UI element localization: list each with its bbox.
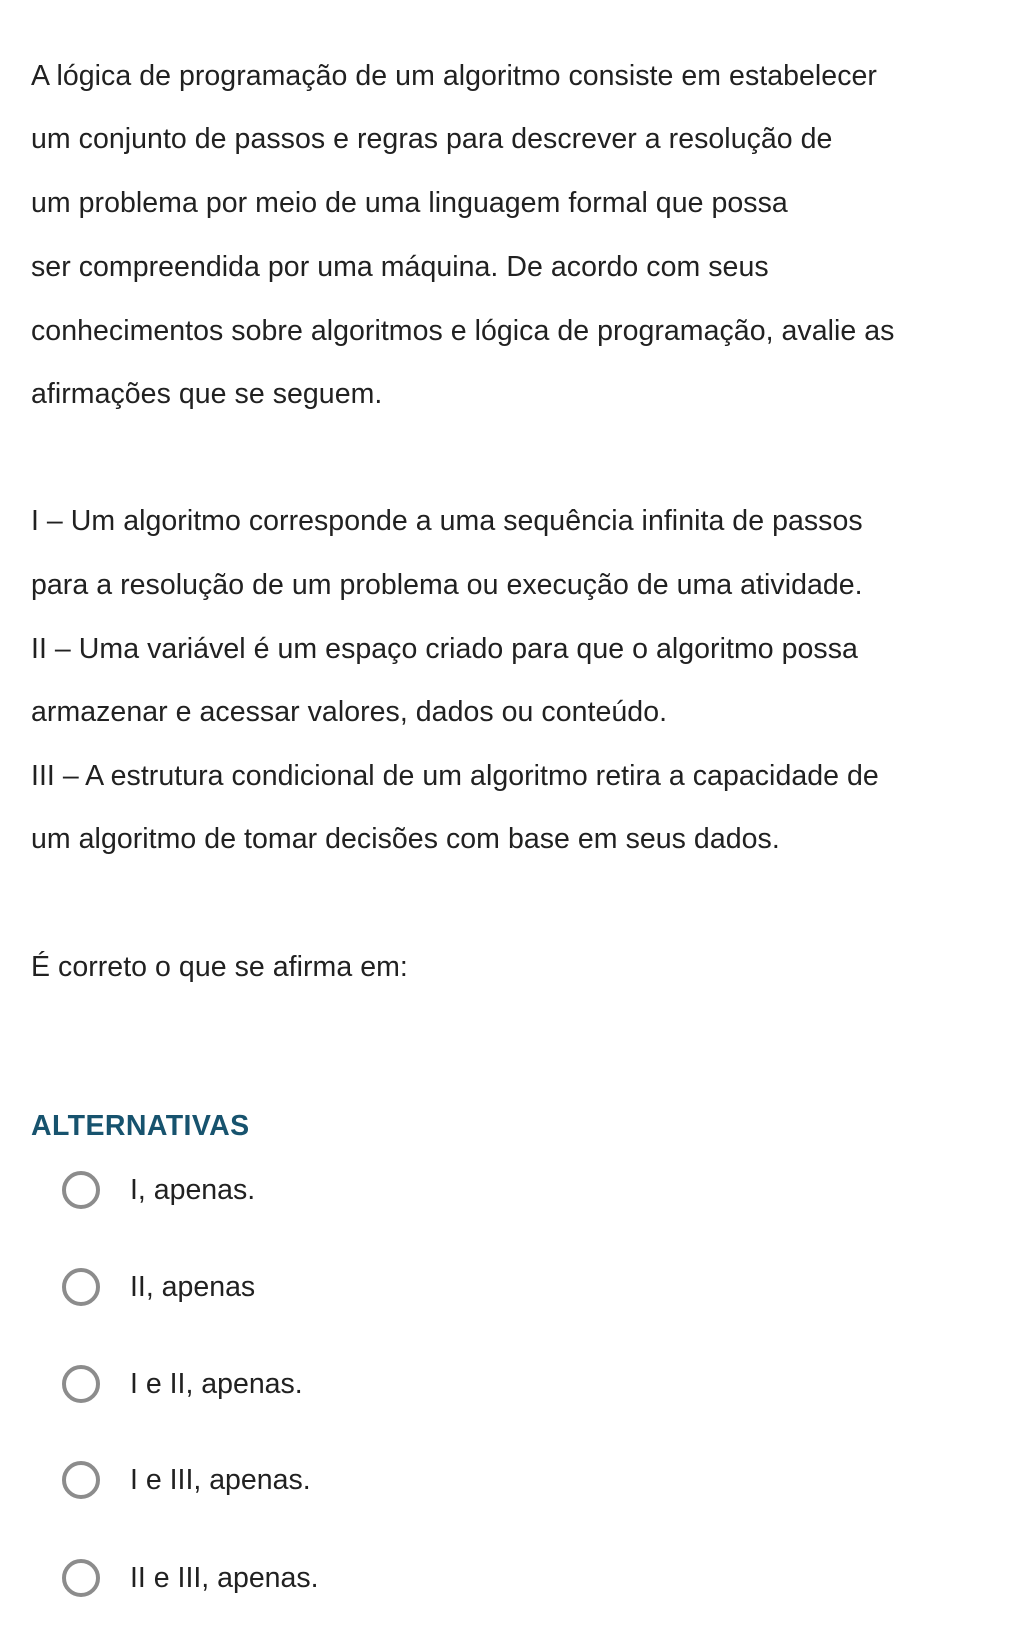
statement-line: um algoritmo de tomar decisões com base em seus dados.	[31, 823, 780, 855]
alternative-label: II, apenas	[130, 1271, 256, 1303]
intro-line: A lógica de programação de um algoritmo consiste em estabelecer	[31, 60, 877, 92]
radio-circle-icon[interactable]	[62, 1171, 100, 1209]
radio-circle-icon[interactable]	[62, 1461, 100, 1499]
alternative-label: I e II, apenas.	[130, 1368, 303, 1400]
alternative-option[interactable]	[62, 1165, 962, 1215]
radio-circle-icon[interactable]	[62, 1559, 100, 1597]
intro-line: afirmações que se seguem.	[31, 378, 383, 410]
intro-line: conhecimentos sobre algoritmos e lógica de programação, avalie as	[31, 315, 895, 347]
radio-circle-icon[interactable]	[62, 1268, 100, 1306]
alternative-label: II e III, apenas.	[130, 1562, 319, 1594]
intro-line: um conjunto de passos e regras para descrever a resolução de	[31, 123, 833, 155]
alternative-label: I e III, apenas.	[130, 1464, 311, 1496]
statement-line: III – A estrutura condicional de um algoritmo retira a capacidade de	[31, 760, 879, 792]
alternative-option[interactable]	[62, 1359, 962, 1409]
alternative-label: I, apenas.	[130, 1174, 256, 1206]
alternative-option[interactable]	[62, 1553, 962, 1603]
alternative-option[interactable]	[62, 1455, 962, 1505]
radio-circle-icon[interactable]	[62, 1365, 100, 1403]
statement-line: II – Uma variável é um espaço criado para que o algoritmo possa	[31, 633, 858, 665]
alternative-option[interactable]	[62, 1262, 962, 1312]
alternatives-title: ALTERNATIVAS	[31, 1110, 250, 1142]
statement-line: I – Um algoritmo corresponde a uma sequência infinita de passos	[31, 505, 863, 537]
statement-line: armazenar e acessar valores, dados ou conteúdo.	[31, 696, 668, 728]
statement-line: para a resolução de um problema ou execução de uma atividade.	[31, 569, 863, 601]
question-prompt: É correto o que se afirma em:	[31, 951, 408, 983]
intro-line: ser compreendida por uma máquina. De acordo com seus	[31, 251, 769, 283]
intro-line: um problema por meio de uma linguagem formal que possa	[31, 187, 788, 219]
